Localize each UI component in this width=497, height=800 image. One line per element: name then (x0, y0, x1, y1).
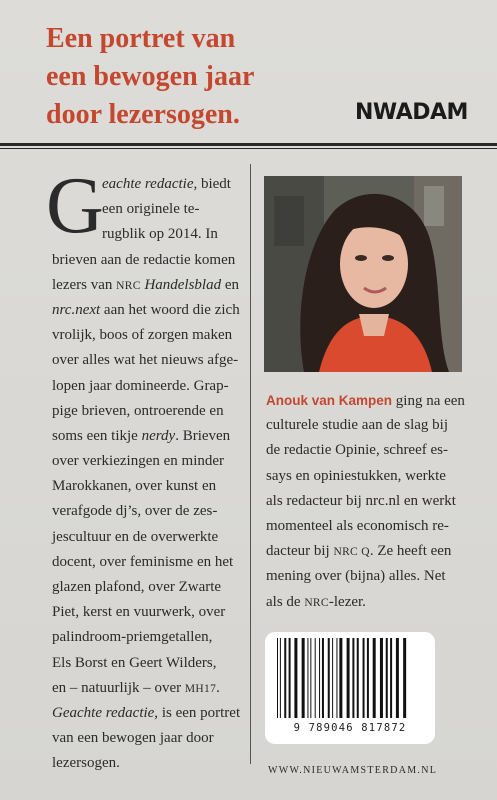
body-span: nerdy (141, 427, 176, 444)
barcode-bar (310, 638, 311, 718)
body-span: eachte redactie, (102, 176, 198, 192)
barcode-bar (294, 638, 297, 718)
body-span: verafgode dj’s, over de zes- (52, 503, 218, 520)
body-span: lezers van (52, 276, 117, 293)
body-line (52, 222, 242, 247)
bio-line (266, 514, 476, 539)
bio-span: NRC Q (333, 546, 370, 559)
body-line (52, 323, 242, 348)
body-line (52, 525, 242, 550)
publisher-website: WWW.NIEUWAMSTERDAM.NL (268, 765, 438, 776)
body-span: lezersogen. (52, 755, 120, 772)
body-line (52, 348, 242, 373)
body-span: over verkiezingen en minder (52, 453, 225, 470)
body-span: en (221, 276, 240, 293)
bio-span: . Ze heeft een (369, 543, 452, 560)
body-line (52, 424, 242, 449)
body-span: . (216, 679, 220, 696)
bio-line (266, 564, 476, 589)
body-span: Marokkanen, over kunst en (52, 478, 217, 495)
body-span: pige brieven, ontroerende en (52, 402, 224, 419)
body-span: Handelsblad (144, 276, 222, 293)
body-span: NRC (116, 279, 141, 292)
bio-line (266, 590, 476, 615)
barcode-bar (315, 638, 316, 718)
body-line (52, 449, 242, 474)
barcode-bars (273, 638, 427, 720)
body-span: over alles wat het nieuws afge- (52, 352, 239, 369)
body-span: is een portret (158, 704, 241, 721)
bio-span: -lezer. (328, 593, 366, 610)
body-span: glazen plafond, over Zwarte (52, 579, 222, 595)
body-span: een originele te- (102, 201, 200, 218)
body-span: biedt (197, 176, 231, 192)
body-line (52, 701, 242, 726)
bio-span: says en opiniestukken, werkte (266, 467, 446, 484)
bio-span: ging na een (392, 393, 465, 409)
barcode-bar (280, 638, 281, 718)
bio-line (266, 539, 476, 564)
barcode-bar (322, 638, 324, 718)
barcode-bar (277, 638, 278, 718)
body-span: jescultuur en de overwerkte (52, 528, 219, 545)
bio-span: dacteur bij (266, 543, 334, 560)
barcode-bar (357, 638, 359, 718)
body-line (52, 726, 242, 751)
tagline-line: door lezersogen. (46, 99, 240, 130)
body-line (52, 474, 242, 499)
body-line (52, 651, 242, 676)
barcode-bar (380, 638, 383, 718)
body-line (52, 248, 242, 273)
body-span: nrc.next (52, 301, 101, 318)
body-span: en – natuurlijk – over (52, 679, 185, 696)
barcode-bar (307, 638, 308, 718)
body-span: lopen jaar domineerde. Grap- (52, 377, 229, 394)
barcode-bar (339, 638, 342, 718)
drop-cap: G (46, 162, 104, 250)
body-line (52, 399, 242, 424)
tagline-line: een bewogen jaar (46, 61, 255, 92)
barcode-bar (336, 638, 337, 718)
bio-span: als redacteur bij nrc.nl en werkt (266, 492, 456, 509)
barcode-bar (390, 638, 392, 718)
body-span: vrolijk, boos of zorgen maken (52, 327, 233, 344)
barcode-bar (302, 638, 305, 718)
publisher-logo-text: NWADAM (355, 100, 468, 125)
barcode-bar (332, 638, 333, 718)
barcode-bar (367, 638, 369, 718)
tagline-line: Een portret van (46, 23, 236, 54)
body-line (52, 550, 242, 575)
body-line (52, 374, 242, 399)
bio-line (266, 489, 476, 514)
blurb-text (52, 172, 242, 777)
tagline (46, 20, 346, 134)
bio-line (266, 438, 476, 463)
bio-span: de redactie Opinie, schreef es- (266, 442, 448, 459)
barcode-bar (289, 638, 291, 718)
body-span: . Brieven (175, 427, 231, 444)
barcode-bar (319, 638, 320, 718)
bio-span: mening over (bijna) alles. Net (266, 568, 446, 585)
body-line (52, 197, 242, 222)
body-span: aan het woord die zich (100, 301, 240, 318)
bio-span: momenteel als economisch re- (266, 517, 449, 534)
body-span: palindroom-priemgetallen, (52, 629, 213, 646)
author-bio (266, 388, 476, 615)
body-line (52, 298, 242, 323)
body-line (52, 600, 242, 625)
column-divider (250, 164, 251, 764)
barcode-bar (284, 638, 286, 718)
body-span: Els Borst en Geert Wilders, (52, 654, 217, 671)
barcode-bar (373, 638, 376, 718)
body-span: Geachte redactie, (52, 704, 159, 721)
body-span: MH17 (184, 682, 217, 695)
body-span: Piet, kerst en vuurwerk, over (52, 604, 226, 621)
body-line (52, 273, 242, 298)
bio-span: culturele studie aan de slag bij (266, 417, 449, 434)
author-name: Anouk van Kampen (266, 393, 393, 408)
divider-thick (0, 143, 497, 146)
body-line (52, 172, 242, 197)
barcode-bar (328, 638, 330, 718)
barcode-bar (347, 638, 350, 718)
body-line (52, 499, 242, 524)
body-line (52, 676, 242, 701)
bio-span: NRC (304, 596, 329, 609)
bio-line (266, 413, 476, 438)
barcode-bar (363, 638, 365, 718)
body-line (52, 751, 242, 776)
barcode-bar (386, 638, 388, 718)
body-span: docent, over feminisme en het (52, 553, 234, 570)
body-span: soms een tikje (52, 427, 142, 444)
divider-thin (0, 148, 497, 149)
publisher-logo (355, 100, 468, 130)
barcode-bar (352, 638, 354, 718)
body-span: brieven aan de redactie komen (52, 251, 236, 268)
isbn-barcode (265, 632, 435, 744)
body-span: rugblik op 2014. In (102, 226, 218, 243)
author-photo (264, 176, 462, 372)
body-line (52, 575, 242, 600)
body-line (52, 625, 242, 650)
bio-line (266, 464, 476, 489)
barcode-bar (396, 638, 399, 718)
isbn-number: 9 789046 817872 (293, 722, 407, 734)
bio-span: als de (266, 593, 305, 610)
bio-line (266, 388, 476, 413)
body-span: van een bewogen jaar door (52, 730, 214, 747)
barcode-bar (403, 638, 406, 718)
